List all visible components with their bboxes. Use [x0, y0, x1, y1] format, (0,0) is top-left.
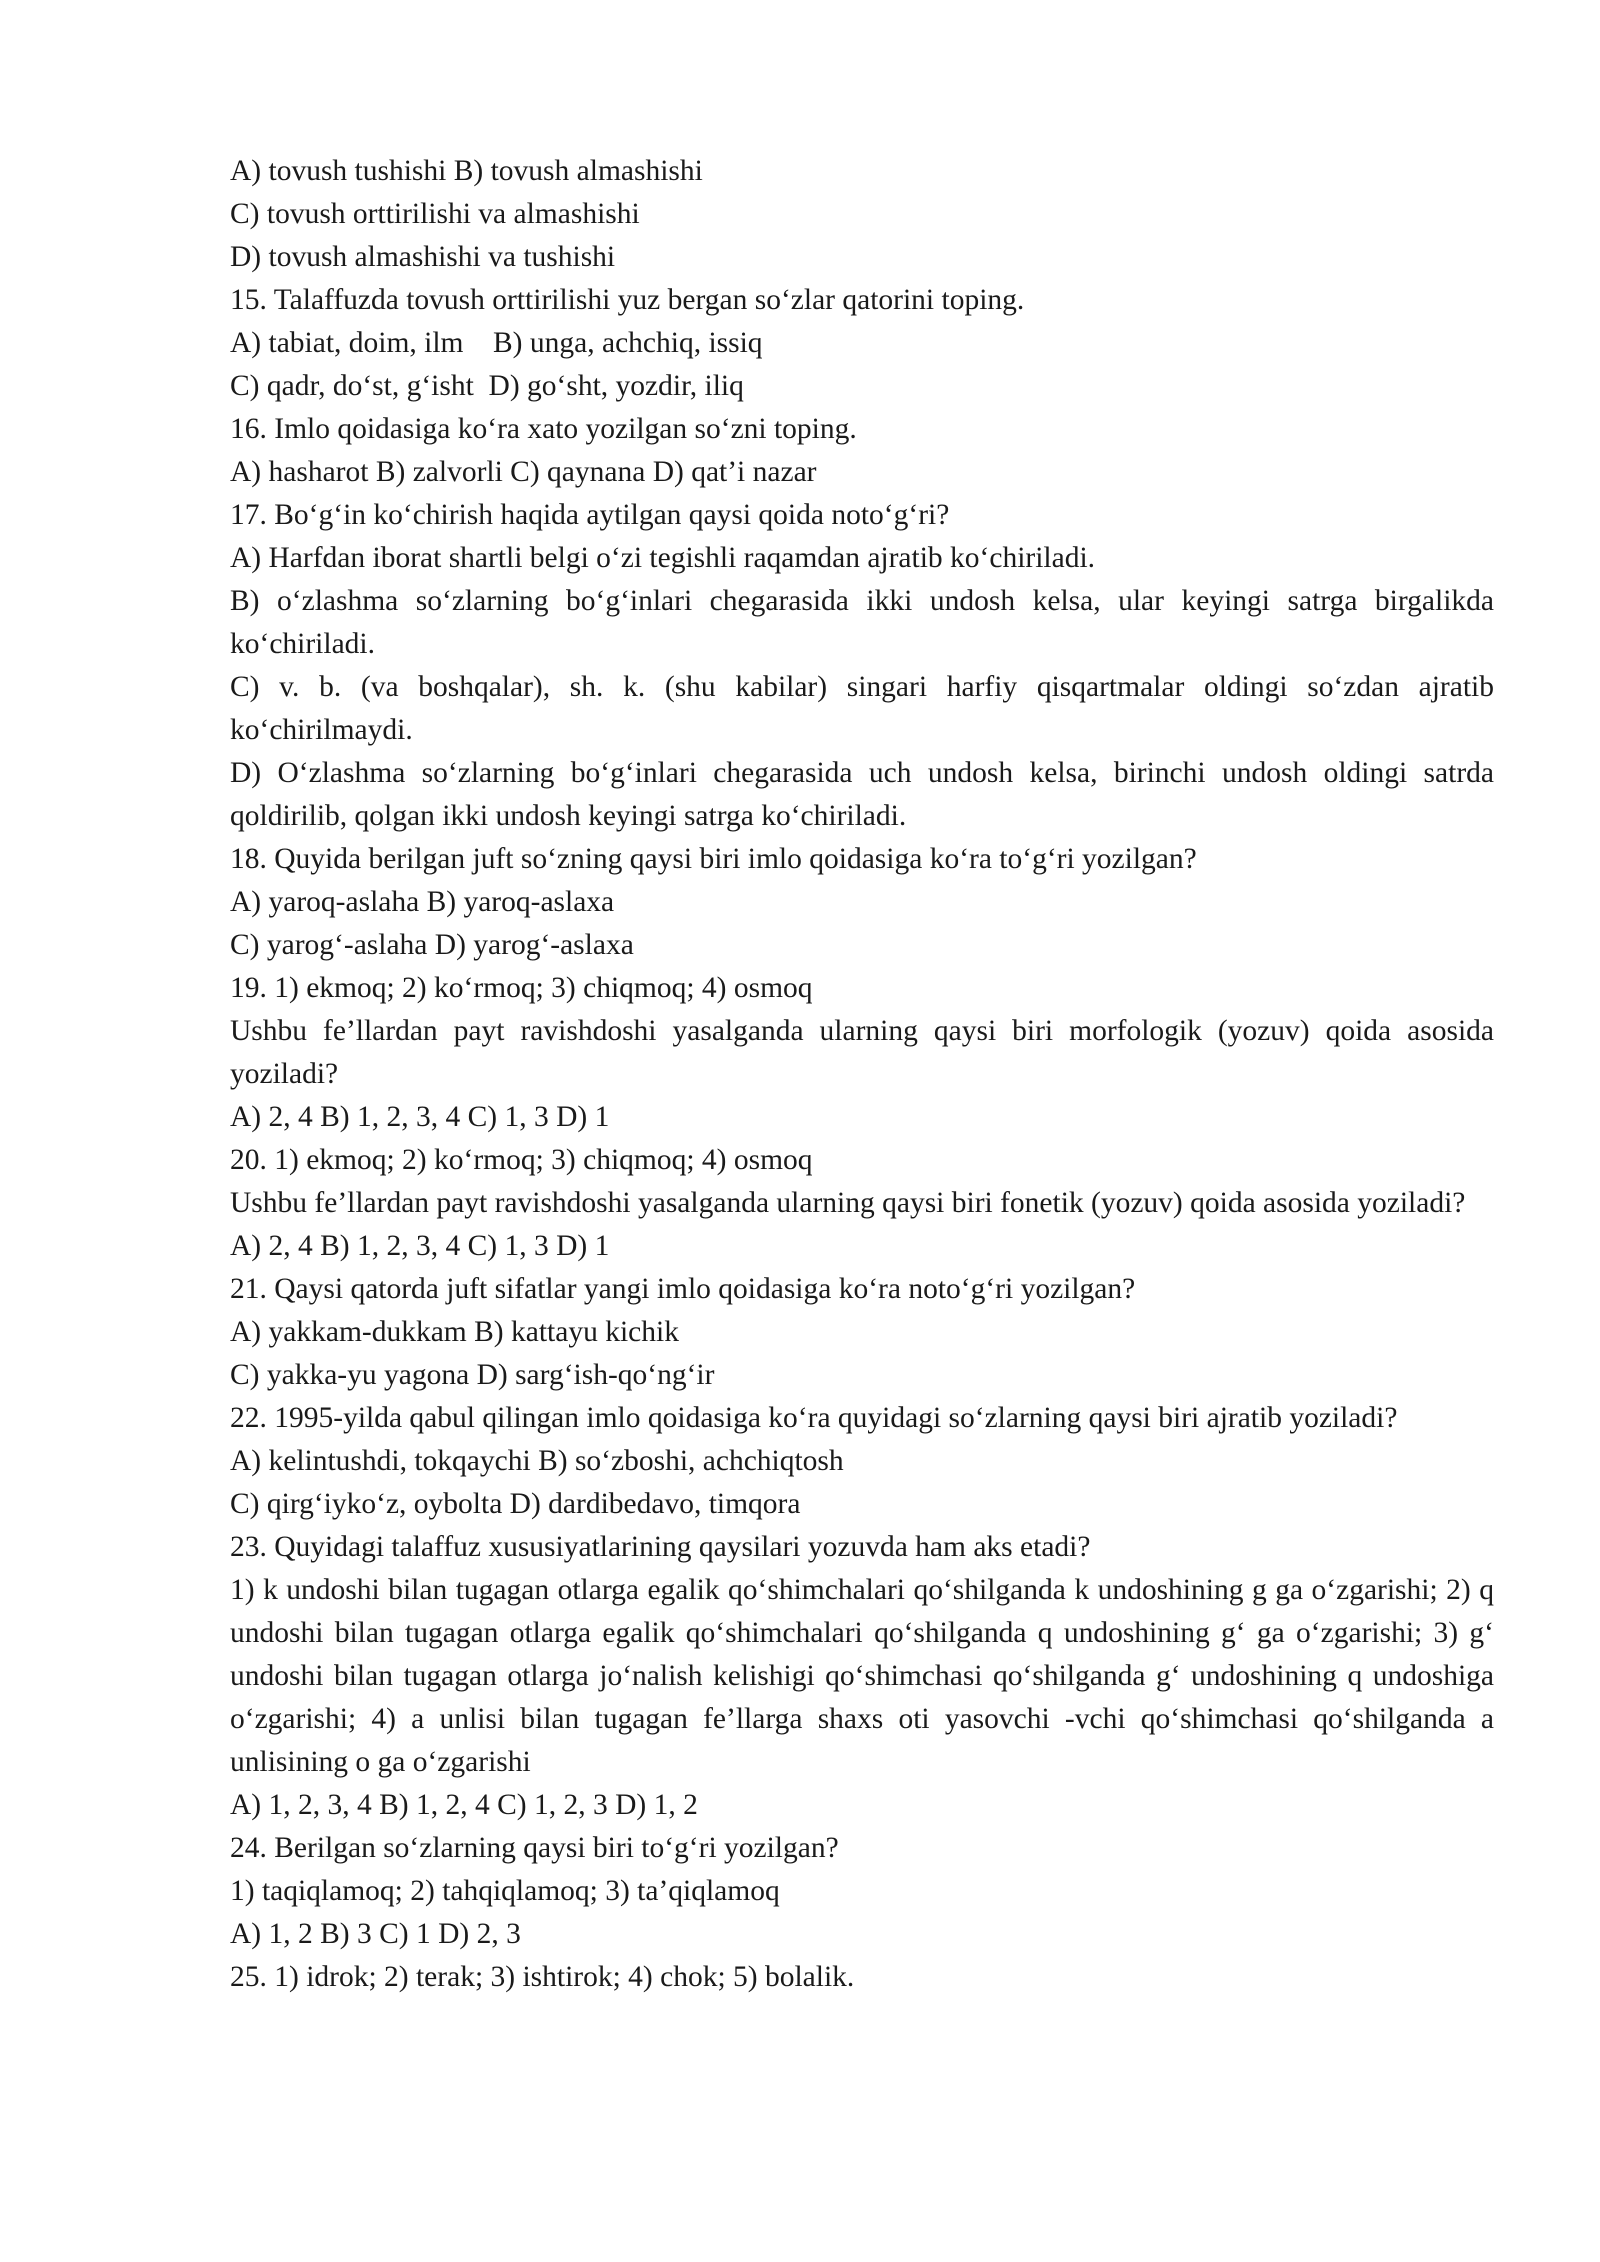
q25-question: 25. 1) idrok; 2) terak; 3) ishtirok; 4) chok; 5) bolalik. [230, 1961, 855, 1993]
q17-option-a: A) Harfdan iborat shartli belgi o‘zi tegishli raqamdan ajratib ko‘chiriladi. [230, 542, 1096, 574]
q14-option-c: C) tovush orttirilishi va almashishi [230, 198, 640, 230]
q18-options-ab: A) yaroq-aslaha B) yaroq-aslaxa [230, 886, 615, 918]
q20-prompt: Ushbu fe’llardan payt ravishdoshi yasalganda ularning qaysi biri fonetik (yozuv) qoida asosida yoziladi? [230, 1187, 1466, 1219]
q21-options-ab: A) yakkam-dukkam B) kattayu kichik [230, 1316, 679, 1348]
q22-question: 22. 1995-yilda qabul qilingan imlo qoidasiga ko‘ra quyidagi so‘zlarning qaysi biri ajratib yoziladi? [230, 1402, 1398, 1434]
q24-question: 24. Berilgan so‘zlarning qaysi biri to‘g‘ri yozilgan? [230, 1832, 839, 1864]
q21-options-cd: C) yakka-yu yagona D) sarg‘ish-qo‘ng‘ir [230, 1359, 715, 1391]
q14-option-d: D) tovush almashishi va tushishi [230, 241, 616, 273]
q22-options-cd: C) qirg‘iyko‘z, oybolta D) dardibedavo, timqora [230, 1488, 801, 1520]
q19-options: A) 2, 4 B) 1, 2, 3, 4 C) 1, 3 D) 1 [230, 1101, 610, 1133]
q15-options-cd: C) qadr, do‘st, g‘isht D) go‘sht, yozdir, iliq [230, 370, 744, 402]
q15-options-ab: A) tabiat, doim, ilm B) unga, achchiq, issiq [230, 327, 763, 359]
document-page [230, 150, 1494, 1999]
q24-options: A) 1, 2 B) 3 C) 1 D) 2, 3 [230, 1918, 521, 1950]
q19-question: 19. 1) ekmoq; 2) ko‘rmoq; 3) chiqmoq; 4) osmoq [230, 972, 813, 1004]
q20-question: 20. 1) ekmoq; 2) ko‘rmoq; 3) chiqmoq; 4) osmoq [230, 1144, 813, 1176]
q23-question: 23. Quyidagi talaffuz xususiyatlarining qaysilari yozuvda ham aks etadi? [230, 1531, 1091, 1563]
q23-options: A) 1, 2, 3, 4 B) 1, 2, 4 C) 1, 2, 3 D) 1, 2 [230, 1789, 698, 1821]
q20-options: A) 2, 4 B) 1, 2, 3, 4 C) 1, 3 D) 1 [230, 1230, 610, 1262]
q18-question: 18. Quyida berilgan juft so‘zning qaysi biri imlo qoidasiga ko‘ra to‘g‘ri yozilgan? [230, 843, 1197, 875]
q17-question: 17. Bo‘g‘in ko‘chirish haqida aytilgan qaysi qoida noto‘g‘ri? [230, 499, 950, 531]
q19-prompt: Ushbu fe’llardan payt ravishdoshi yasalganda ularning qaysi biri morfologik (yozuv) qoida asosida yoziladi? [230, 1015, 1494, 1090]
q16-question: 16. Imlo qoidasiga ko‘ra xato yozilgan so‘zni toping. [230, 413, 857, 445]
q18-options-cd: C) yarog‘-aslaha D) yarog‘-aslaxa [230, 929, 634, 961]
q22-options-ab: A) kelintushdi, tokqaychi B) so‘zboshi, achchiqtosh [230, 1445, 844, 1477]
q21-question: 21. Qaysi qatorda juft sifatlar yangi imlo qoidasiga ko‘ra noto‘g‘ri yozilgan? [230, 1273, 1136, 1305]
q17-option-d: D) O‘zlashma so‘zlarning bo‘g‘inlari chegarasida uch undosh kelsa, birinchi undosh oldingi satrda qoldirilib, qolgan ikki undosh keyingi satrga ko‘chiriladi. [230, 757, 1494, 832]
q17-option-b: B) o‘zlashma so‘zlarning bo‘g‘inlari chegarasida ikki undosh kelsa, ular keyingi satrga birgalikda ko‘chiriladi. [230, 585, 1494, 660]
q24-items: 1) taqiqlamoq; 2) tahqiqlamoq; 3) ta’qiqlamoq [230, 1875, 780, 1907]
q15-question: 15. Talaffuzda tovush orttirilishi yuz bergan so‘zlar qatorini toping. [230, 284, 1025, 316]
q23-statements: 1) k undoshi bilan tugagan otlarga egalik qo‘shimchalari qo‘shilganda k undoshining g ga o‘zgarishi; 2) q undoshi bilan tugagan otlarga egalik qo‘shimchalari qo‘shilganda q undoshining g‘ ga o‘zgarishi; 3) g‘ undoshi bilan tugagan otlarga jo‘nalish kelishigi qo‘shimchasi qo‘shilganda g‘ undoshining q undoshiga o‘zgarishi; 4) a unlisi bilan tugagan fe’llarga shaxs oti yasovchi -vchi qo‘shimchasi qo‘shilganda a unlisining o ga o‘zgarishi [230, 1574, 1494, 1778]
q16-options: A) hasharot B) zalvorli C) qaynana D) qat’i nazar [230, 456, 817, 488]
q17-option-c: C) v. b. (va boshqalar), sh. k. (shu kabilar) singari harfiy qisqartmalar oldingi so‘zdan ajratib ko‘chirilmaydi. [230, 671, 1494, 746]
q14-options-ab: A) tovush tushishi B) tovush almashishi [230, 155, 703, 187]
